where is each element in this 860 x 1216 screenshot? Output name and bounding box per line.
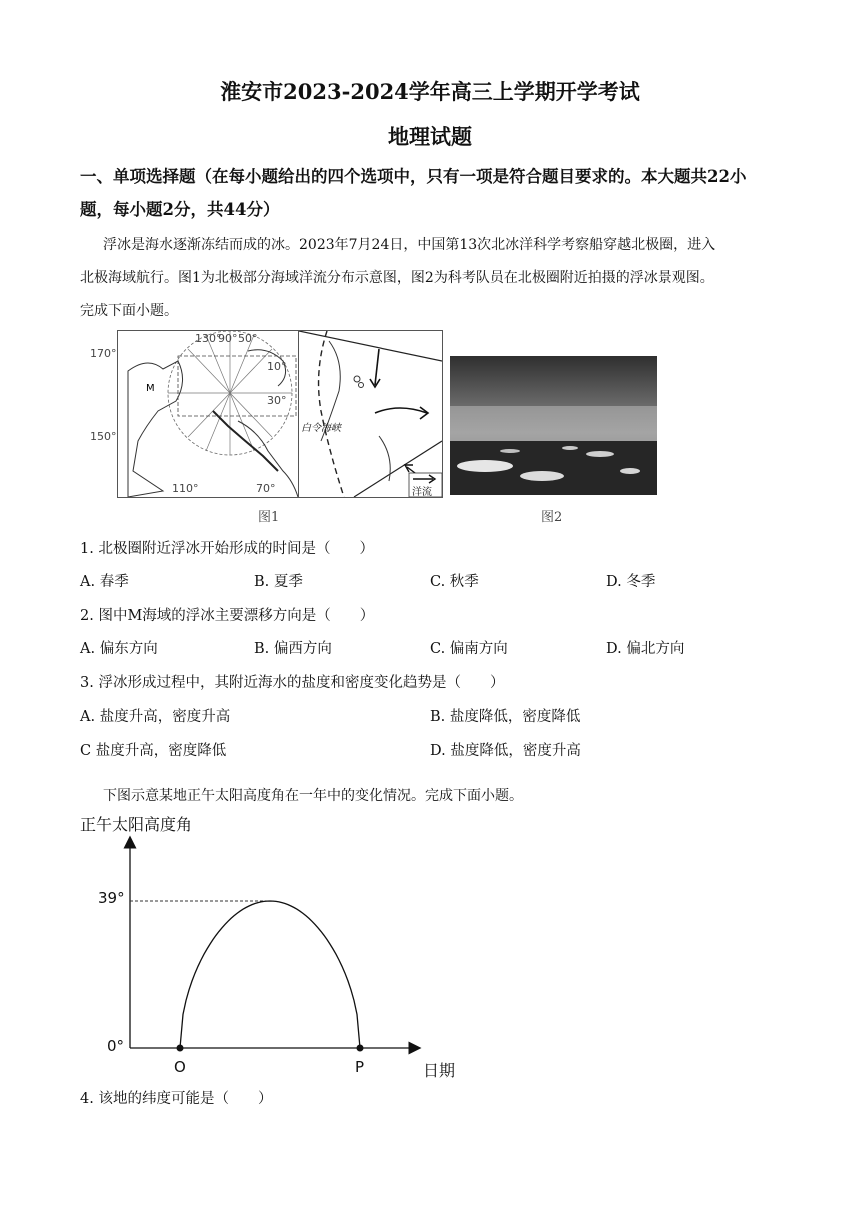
- lon-label-130: 130°: [195, 332, 222, 345]
- q1-option-a[interactable]: A. 春季: [80, 574, 129, 590]
- q1-option-b[interactable]: B. 夏季: [254, 574, 303, 590]
- region-m-label: M: [146, 383, 155, 394]
- figure2-caption: 图2: [541, 510, 563, 525]
- point-o: [177, 1045, 184, 1052]
- lon-label-70: 70°: [256, 482, 276, 495]
- figure1-map-right: [298, 330, 443, 498]
- figure1-caption: 图1: [258, 510, 280, 525]
- altitude-curve: [180, 901, 360, 1048]
- passage2: 下图示意某地正午太阳高度角在一年中的变化情况。完成下面小题。: [103, 788, 523, 804]
- q1-option-c[interactable]: C. 秋季: [430, 574, 479, 590]
- sun-altitude-chart: [90, 830, 470, 1080]
- q2-option-b[interactable]: B. 偏西方向: [254, 641, 332, 657]
- question2-stem: 2. 图中M海域的浮冰主要漂移方向是（ ）: [80, 608, 375, 624]
- question3-stem: 3. 浮冰形成过程中，其附近海水的盐度和密度变化趋势是（ ）: [80, 675, 505, 691]
- chart-xlabel: 日期: [423, 1061, 456, 1080]
- q3-option-c[interactable]: C 盐度升高，密度降低: [80, 743, 227, 759]
- lon-label-90: 90°: [218, 332, 238, 345]
- strait-map: [299, 331, 442, 497]
- x-point-o-label: O: [174, 1058, 186, 1076]
- lon-label-150: 150°: [90, 430, 117, 443]
- lon-label-50: 50°: [238, 332, 258, 345]
- point-p: [357, 1045, 364, 1052]
- section-header-line1: 一、单项选择题（在每小题给出的四个选项中，只有一项是符合题目要求的。本大题共22小: [80, 167, 747, 186]
- passage1-line1: 浮冰是海水逐渐冻结而成的冰。2023年7月24日，中国第13次北冰洋科学考察船穿越北极圈，进入: [103, 237, 716, 253]
- passage1-line2: 北极海域航行。图1为北极部分海域洋流分布示意图，图2为科考队员在北极圈附近拍摄的浮冰景观图。: [80, 270, 714, 286]
- chart-ylabel: 正午太阳高度角: [80, 815, 193, 834]
- figure2-photo: [450, 356, 657, 495]
- section-header-line2: 题，每小题2分，共44分）: [80, 200, 280, 219]
- page-title: 淮安市2023-2024学年高三上学期开学考试: [220, 79, 640, 104]
- q2-option-d[interactable]: D. 偏北方向: [606, 641, 685, 657]
- question1-stem: 1. 北极圈附近浮冰开始形成的时间是（ ）: [80, 541, 374, 557]
- ice-floe-photo: [450, 356, 657, 495]
- lon-label-30: 30°: [267, 394, 287, 407]
- y-tick-39: 39°: [98, 889, 125, 907]
- y-tick-0: 0°: [107, 1037, 125, 1055]
- passage1-line3: 完成下面小题。: [80, 303, 178, 319]
- lon-label-110: 110°: [172, 482, 199, 495]
- q3-option-d[interactable]: D. 盐度降低，密度升高: [430, 743, 581, 759]
- strait-label: 白令海峡: [301, 423, 341, 434]
- legend-ocean-current-label: 洋流: [412, 487, 432, 498]
- q2-option-a[interactable]: A. 偏东方向: [80, 641, 158, 657]
- page-subtitle: 地理试题: [388, 124, 472, 149]
- q1-option-d[interactable]: D. 冬季: [606, 574, 656, 590]
- q3-option-b[interactable]: B. 盐度降低，密度降低: [430, 709, 581, 725]
- q2-option-c[interactable]: C. 偏南方向: [430, 641, 508, 657]
- q3-option-a[interactable]: A. 盐度升高，密度升高: [80, 709, 231, 725]
- lon-label-170: 170°: [90, 347, 117, 360]
- question4-stem: 4. 该地的纬度可能是（ ）: [80, 1091, 273, 1107]
- x-point-p-label: P: [355, 1058, 365, 1076]
- lon-label-10: 10°: [267, 360, 287, 373]
